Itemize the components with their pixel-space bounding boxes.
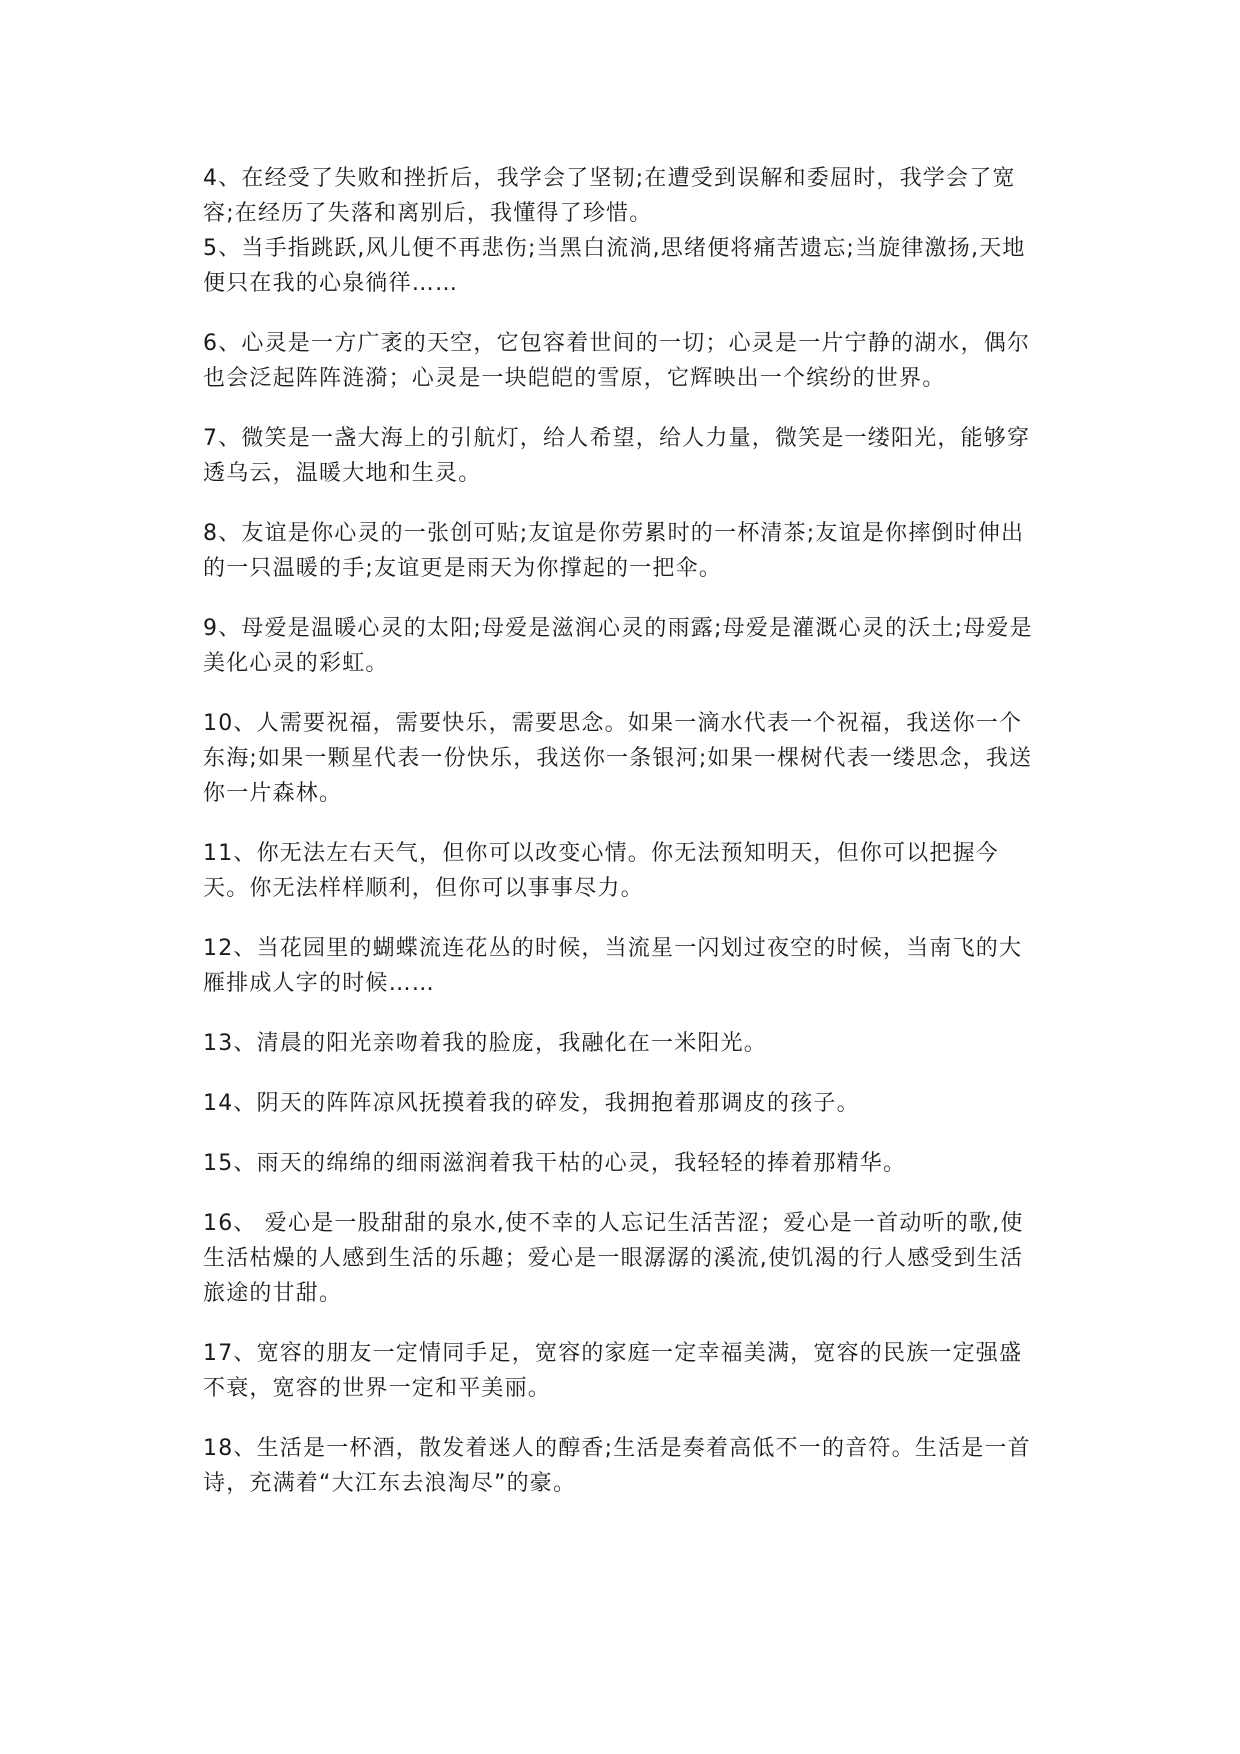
paragraph-16: 16、 爱心是一股甜甜的泉水,使不幸的人忘记生活苦涩；爱心是一首动听的歌,使生活枯燥的人感到生活的乐趣；爱心是一眼潺潺的溪流,使饥渴的行人感受到生活旅途的甘甜。 xyxy=(203,1211,1024,1306)
paragraph-15: 15、雨天的绵绵的细雨滋润着我干枯的心灵，我轻轻的捧着那精华。 xyxy=(203,1151,907,1176)
paragraph-6: 6、心灵是一方广袤的天空，它包容着世间的一切；心灵是一片宁静的湖水，偶尔也会泛起阵阵涟漪；心灵是一块皑皑的雪原，它辉映出一个缤纷的世界。 xyxy=(203,331,1031,391)
paragraph-17: 17、宽容的朋友一定情同手足，宽容的家庭一定幸福美满，宽容的民族一定强盛不衰，宽容的世界一定和平美丽。 xyxy=(203,1341,1023,1401)
paragraph-13: 13、清晨的阳光亲吻着我的脸庞，我融化在一米阳光。 xyxy=(203,1031,767,1056)
paragraph-4: 4、在经受了失败和挫折后，我学会了坚韧;在遭受到误解和委屈时，我学会了宽容;在经历了失落和离别后，我懂得了珍惜。 xyxy=(203,166,1016,226)
paragraph-12: 12、当花园里的蝴蝶流连花丛的时候，当流星一闪划过夜空的时候，当南飞的大雁排成人字的时候…… xyxy=(203,936,1023,996)
paragraph-18: 18、生活是一杯酒，散发着迷人的醇香;生活是奏着高低不一的音符。生活是一首诗，充满着“大江东去浪淘尽”的豪。 xyxy=(203,1436,1031,1496)
paragraph-9: 9、母爱是温暖心灵的太阳;母爱是滋润心灵的雨露;母爱是灌溉心灵的沃土;母爱是美化心灵的彩虹。 xyxy=(203,616,1033,676)
paragraph-14: 14、阴天的阵阵凉风抚摸着我的碎发，我拥抱着那调皮的孩子。 xyxy=(203,1091,860,1116)
paragraph-7: 7、微笑是一盏大海上的引航灯，给人希望，给人力量，微笑是一缕阳光，能够穿透乌云，温暖大地和生灵。 xyxy=(203,426,1031,486)
paragraph-8: 8、友谊是你心灵的一张创可贴;友谊是你劳累时的一杯清茶;友谊是你摔倒时伸出的一只温暖的手;友谊更是雨天为你撑起的一把伞。 xyxy=(203,521,1025,581)
paragraph-11: 11、你无法左右天气，但你可以改变心情。你无法预知明天，但你可以把握今天。你无法样样顺利，但你可以事事尽力。 xyxy=(203,841,999,901)
paragraph-10: 10、人需要祝福，需要快乐，需要思念。如果一滴水代表一个祝福，我送你一个东海;如果一颗星代表一份快乐，我送你一条银河;如果一棵树代表一缕思念，我送你一片森林。 xyxy=(203,711,1033,806)
paragraph-5: 5、当手指跳跃,风儿便不再悲伤;当黑白流淌,思绪便将痛苦遗忘;当旋律激扬,天地便只在我的心泉徜徉…… xyxy=(203,236,1026,296)
